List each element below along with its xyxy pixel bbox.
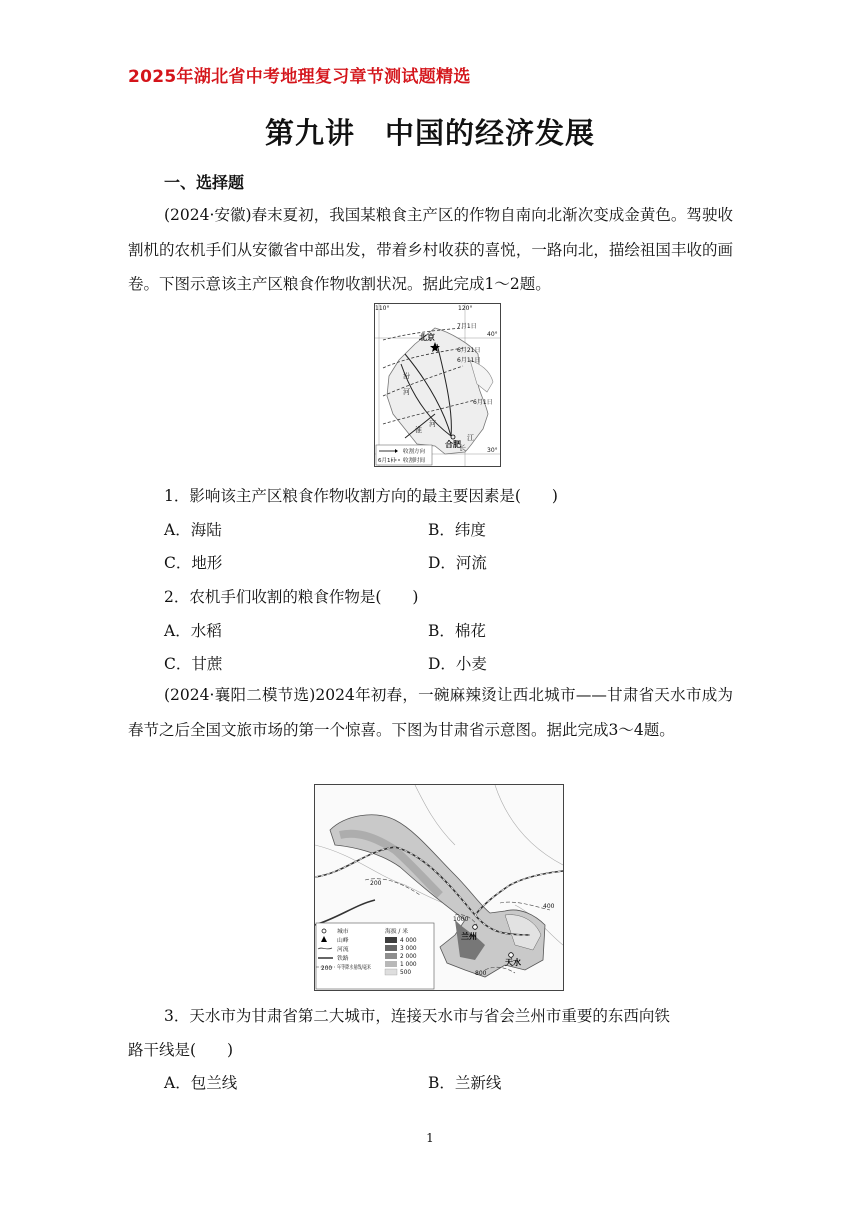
date-jun11: 6月11日 xyxy=(457,357,481,364)
elevation-3000: 3 000 xyxy=(400,946,417,952)
isoline-800: 800 xyxy=(475,970,487,977)
region-char-he1: 河 xyxy=(403,388,410,396)
q2-option-c[interactable]: C．甘蔗 xyxy=(164,655,223,673)
q1-option-c[interactable]: C．地形 xyxy=(164,554,223,572)
harvest-map-figure xyxy=(374,303,501,467)
region-char-jiang: 江 xyxy=(467,434,474,442)
elevation-500: 500 xyxy=(400,970,412,976)
question-1-stem: 1．影响该主产区粮食作物收割方向的最主要因素是( ) xyxy=(164,487,558,505)
region-char-chang: 长 xyxy=(459,444,466,452)
legend-peak: 山峰 xyxy=(337,938,349,944)
gansu-map-figure xyxy=(314,784,564,991)
elevation-swatch-2000 xyxy=(385,953,397,959)
q3-option-a[interactable]: A．包兰线 xyxy=(164,1074,238,1092)
q1-option-b[interactable]: B．纬度 xyxy=(428,521,486,539)
elevation-swatch-500 xyxy=(385,969,397,975)
date-jul1: 7月1日 xyxy=(457,323,477,330)
series-header: 2025年湖北省中考地理复习章节测试题精选 xyxy=(128,67,471,87)
intro-paragraph-1: (2024·安徽)春末夏初，我国某粮食主产区的作物自南向北渐次变成金黄色。驾驶收割机的农机手们从安徽省中部出发，带着乡村收获的喜悦，一路向北，描绘祖国丰收的画卷。下图示意该主产区粮食作物收割状况。据此完成1～2题。 xyxy=(128,206,733,293)
elevation-2000: 2 000 xyxy=(400,954,417,960)
legend-city: 城市 xyxy=(337,929,349,935)
question-2-stem: 2．农机手们收割的粮食作物是( ) xyxy=(164,588,419,606)
lanzhou-city-icon xyxy=(473,925,478,930)
legend-date: 6月1日 xyxy=(378,458,396,464)
legend-direction: 收割方向 xyxy=(403,449,426,455)
date-jun1: 6月1日 xyxy=(473,399,493,406)
isoline-400: 400 xyxy=(543,903,555,910)
legend-isoline: 年等降水量线/毫米 xyxy=(337,965,386,971)
elevation-1000: 1 000 xyxy=(400,962,417,968)
isoline-1000: 1000 xyxy=(453,916,469,923)
isoline-200: 200 xyxy=(370,880,382,887)
tianshui-city-icon xyxy=(509,953,514,958)
lon-label-110: 110° xyxy=(375,305,390,312)
lat-label-40: 40° xyxy=(487,331,498,338)
intro-paragraph-2: (2024·襄阳二模节选)2024年初春，一碗麻辣烫让西北城市——甘肃省天水市成为春节之后全国文旅市场的第一个惊喜。下图为甘肃省示意图。据此完成3～4题。 xyxy=(128,686,733,739)
page-number: 1 xyxy=(426,1131,434,1145)
question-3-stem-line2: 路干线是( ) xyxy=(128,1041,234,1059)
q2-option-d[interactable]: D．小麦 xyxy=(428,655,487,673)
harvest-map xyxy=(375,304,500,466)
page-title: 第九讲 中国的经济发展 xyxy=(264,116,595,150)
legend-river: 河流 xyxy=(337,947,349,953)
q1-option-d[interactable]: D．河流 xyxy=(428,554,487,572)
elevation-swatch-4000 xyxy=(385,937,397,943)
q2-option-a[interactable]: A．水稻 xyxy=(164,622,222,640)
section-heading: 一、选择题 xyxy=(164,173,245,192)
date-jun21: 6月21日 xyxy=(457,347,481,354)
city-beijing: 北京 xyxy=(419,333,435,342)
q1-option-a[interactable]: A．海陆 xyxy=(164,521,222,539)
region-char-huai: 淮 xyxy=(415,426,422,434)
legend-isoline-value: 200 xyxy=(321,966,333,972)
elevation-4000: 4 000 xyxy=(400,938,417,944)
gansu-map xyxy=(315,785,563,990)
elevation-swatch-1000 xyxy=(385,961,397,967)
q2-option-b[interactable]: B．棉花 xyxy=(428,622,486,640)
question-3-stem-line1: 3．天水市为甘肃省第二大城市，连接天水市与省会兰州市重要的东西向铁 xyxy=(164,1007,670,1025)
region-char-he2: 河 xyxy=(429,420,436,428)
legend-railway: 铁路 xyxy=(337,956,349,962)
city-lanzhou: 兰州 xyxy=(461,932,477,941)
region-char-fen: 汾 xyxy=(403,372,410,380)
city-hefei: 合肥 xyxy=(445,440,461,449)
legend-time: 收割时间 xyxy=(403,458,426,464)
elevation-swatch-3000 xyxy=(385,945,397,951)
legend-elevation-title: 海拔 / 米 xyxy=(385,929,409,935)
lon-label-120: 120° xyxy=(458,305,473,312)
city-tianshui: 天水 xyxy=(505,958,521,967)
lat-label-30: 30° xyxy=(487,447,498,454)
q3-option-b[interactable]: B．兰新线 xyxy=(428,1074,502,1092)
